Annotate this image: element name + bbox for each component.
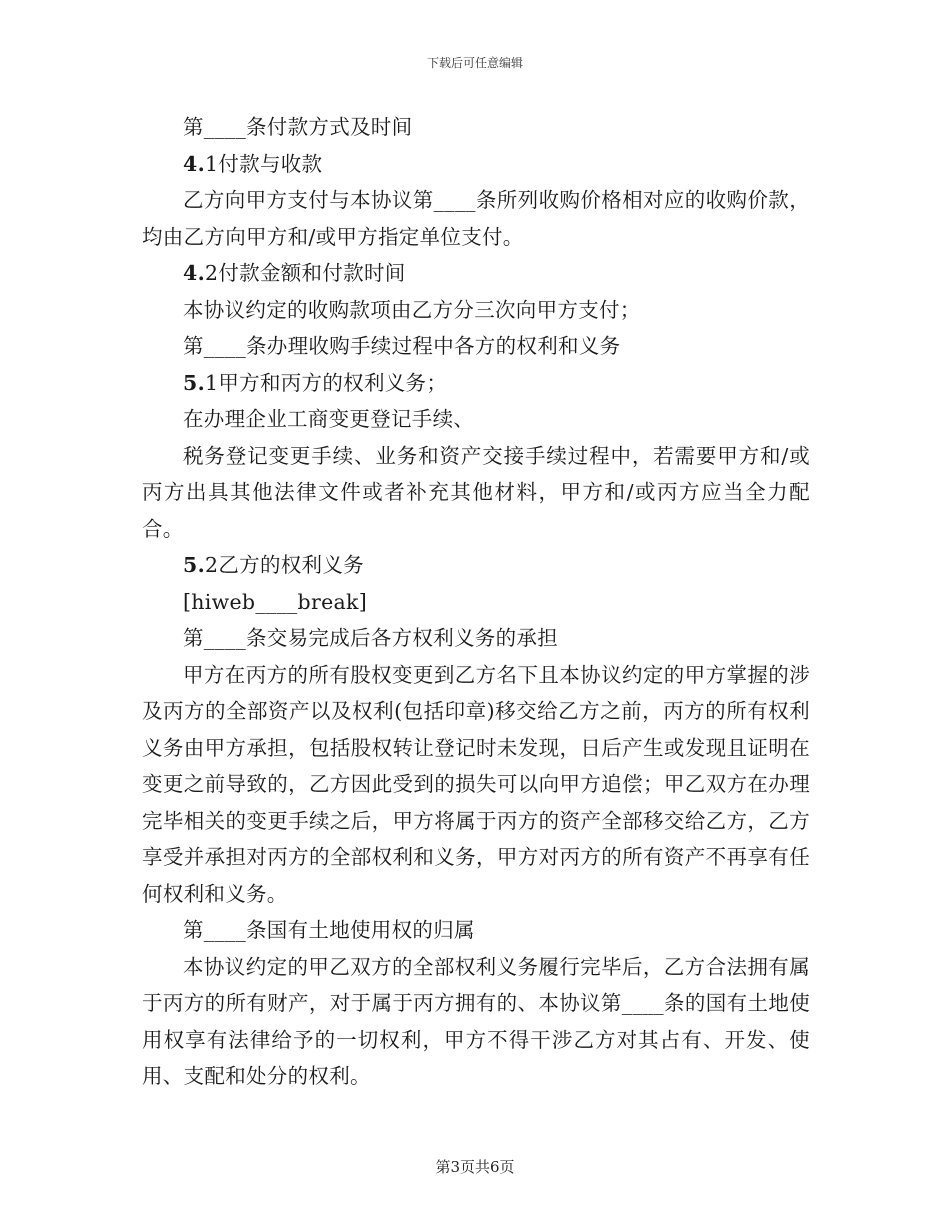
paragraph-break-marker: [hiweb____break] bbox=[183, 589, 368, 614]
paragraph-5-2-heading bbox=[142, 547, 810, 584]
section-title: 2付款金额和付款时间 bbox=[205, 261, 406, 285]
section-number: 5. bbox=[183, 370, 206, 395]
section-number: 5. bbox=[183, 553, 206, 577]
paragraph-article-land-use: 第____条国有土地使用权的归属 bbox=[183, 918, 475, 942]
paragraph-article-procedures: 第____条办理收购手续过程中各方的权利和义务 bbox=[183, 334, 621, 358]
paragraph-5-1-body-a: 在办理企业工商变更登记手续、 bbox=[183, 407, 475, 431]
paragraph-4-1-body: 乙方向甲方支付与本协议第____条所列收购价格相对应的收购价款，均由乙方向甲方和/或甲方指定单位支付。 bbox=[142, 188, 810, 249]
section-title: 1付款与收款 bbox=[205, 151, 323, 176]
section-number: 4. bbox=[183, 151, 206, 176]
paragraph-5-1-body-b: 税务登记变更手续、业务和资产交接手续过程中，若需要甲方和/或丙方出具其他法律文件或者补充其他材料，甲方和/或丙方应当全力配合。 bbox=[142, 443, 810, 541]
section-title: 2乙方的权利义务 bbox=[205, 553, 364, 577]
section-number: 4. bbox=[183, 261, 206, 285]
section-title: 1甲方和丙方的权利义务； bbox=[205, 370, 448, 395]
document-body bbox=[142, 109, 810, 1095]
paragraph-article-obligations: 第____条交易完成后各方权利义务的承担 bbox=[183, 626, 558, 650]
paragraph-land-use-body: 本协议约定的甲乙双方的全部权利义务履行完毕后，乙方合法拥有属于丙方的所有财产，对于属于丙方拥有的、本协议第____条的国有土地使用权享有法律给予的一切权利，甲方不得干涉乙方对其占有、开发、使用、支配和处分的权利。 bbox=[142, 954, 810, 1088]
paragraph-article-payment: 第____条付款方式及时间 bbox=[183, 115, 413, 139]
page-header: 下载后可任意编辑 bbox=[426, 56, 523, 70]
paragraph-5-1-heading bbox=[142, 365, 810, 402]
paragraph-obligations-body: 甲方在丙方的所有股权变更到乙方名下且本协议约定的甲方掌握的涉及丙方的全部资产以及权利(包括印章)移交给乙方之前，丙方的所有权利义务由甲方承担，包括股权转让登记时未发现，日后产生或发现且证明在变更之前导致的，乙方因此受到的损失可以向甲方追偿；甲乙双方在办理完毕相关的变更手续之后，甲方将属于丙方的资产全部移交给乙方，乙方享受并承担对丙方的全部权利和义务，甲方对丙方的所有资产不再享有任何权利和义务。 bbox=[142, 662, 810, 906]
paragraph-4-1-heading bbox=[142, 146, 810, 183]
page-footer: 第3页共6页 bbox=[435, 1158, 515, 1176]
paragraph-4-2-body: 本协议约定的收购款项由乙方分三次向甲方支付； bbox=[183, 297, 641, 322]
paragraph-4-2-heading bbox=[142, 255, 810, 292]
